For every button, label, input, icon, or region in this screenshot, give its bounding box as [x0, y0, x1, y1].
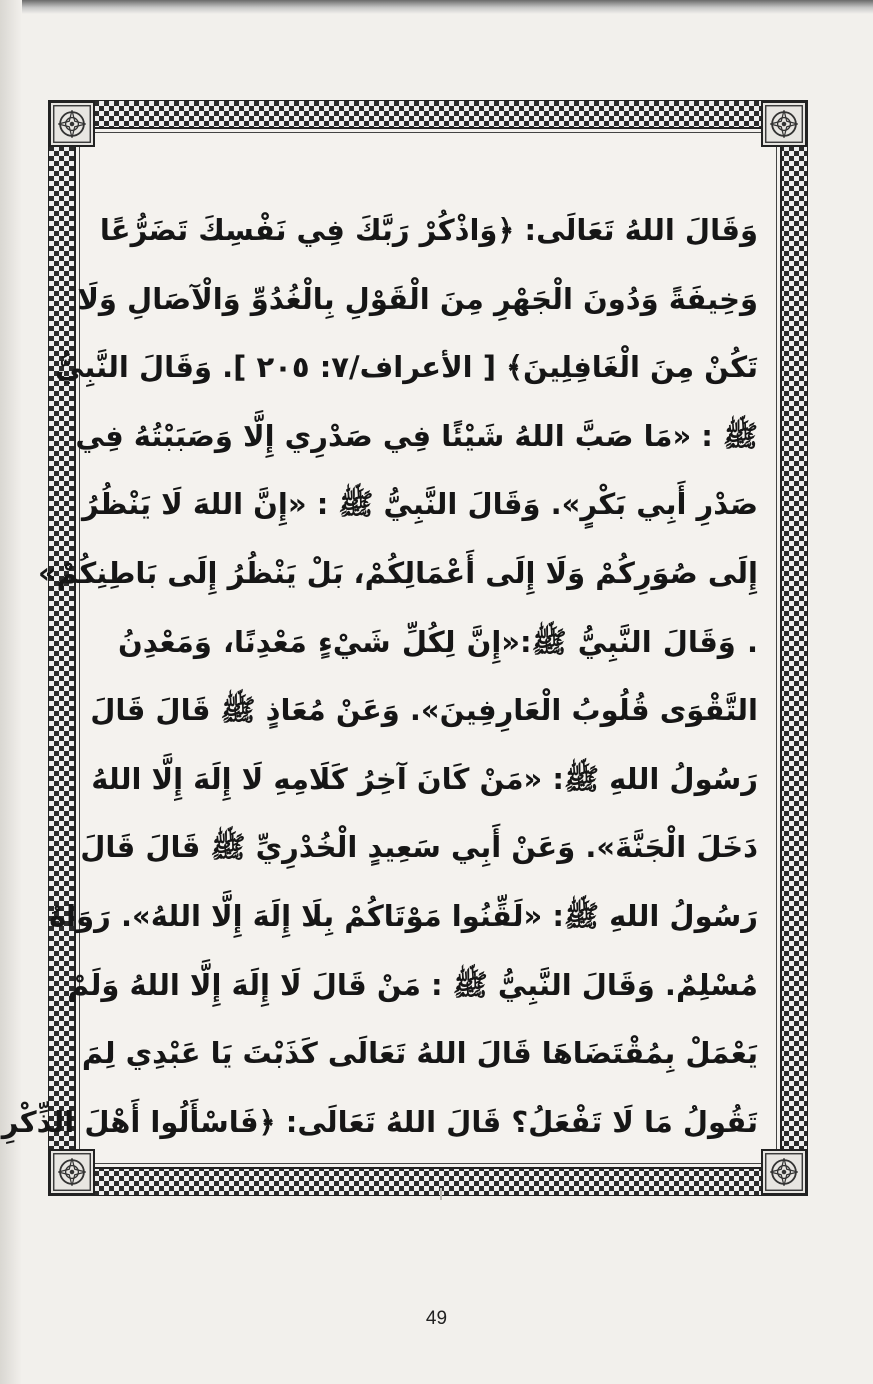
corner-ornament-icon: [761, 101, 807, 147]
text-line: وَخِيفَةً وَدُونَ الْجَهْرِ مِنَ الْقَوْلِ بِالْغُدُوِّ وَالْآصَالِ وَلَا: [77, 281, 758, 316]
page-top-edge: [0, 0, 873, 14]
text-line: رَسُولُ اللهِ ﷺ: «مَنْ كَانَ آخِرُ كَلَامِهِ لَا إِلَهَ إِلَّا اللهُ: [91, 761, 758, 796]
text-line: دَخَلَ الْجَنَّةَ». وَعَنْ أَبِي سَعِيدٍ الْخُدْرِيِّ ﷺ قَالَ قَالَ: [80, 830, 758, 865]
text-line: تَكُنْ مِنَ الْغَافِلِينَ﴾ [ الأعراف/٧: ٢٠٥ ]. وَقَالَ النَّبِيُّ: [55, 350, 758, 385]
page-gutter: [0, 0, 22, 1384]
text-line: رَسُولُ اللهِ ﷺ: «لَقِّنُوا مَوْتَاكُمْ بِلَا إِلَهَ إِلَّا اللهُ». رَوَاهُ: [49, 898, 758, 933]
text-line: يَعْمَلْ بِمُقْتَضَاهَا قَالَ اللهُ تَعَالَى كَذَبْتَ يَا عَبْدِي لِمَ: [81, 1036, 758, 1071]
page-number: 49: [425, 1308, 448, 1329]
text-line: صَدْرِ أَبِي بَكْرٍ». وَقَالَ النَّبِيُّ ﷺ : «إِنَّ اللهَ لَا يَنْظُرُ: [82, 487, 758, 522]
arabic-body-text: [1, 196, 758, 1156]
text-line: . وَقَالَ النَّبِيُّ ﷺ:«إِنَّ لِكُلِّ شَيْءٍ مَعْدِنًا، وَمَعْدِنُ: [118, 624, 758, 659]
text-line: إِلَى صُوَرِكُمْ وَلَا إِلَى أَعْمَالِكُمْ، بَلْ يَنْظُرُ إِلَى بَاطِنِكُمْ»: [37, 555, 758, 590]
corner-ornament-icon: [761, 1149, 807, 1195]
text-line: التَّقْوَى قُلُوبُ الْعَارِفِينَ». وَعَنْ مُعَاذٍ ﷺ قَالَ قَالَ: [90, 693, 758, 728]
text-line: ﷺ : «مَا صَبَّ اللهُ شَيْئًا فِي صَدْرِي إِلَّا وَصَبَبْتُهُ فِي: [75, 418, 758, 453]
text-line: مُسْلِمٌ. وَقَالَ النَّبِيُّ ﷺ : مَنْ قَالَ لَا إِلَهَ إِلَّا اللهُ وَلَمْ: [67, 967, 758, 1002]
crop-mark: [440, 1188, 442, 1200]
corner-ornament-icon: [49, 101, 95, 147]
text-line: تَقُولُ مَا لَا تَفْعَلُ؟ قَالَ اللهُ تَعَالَى: ﴿فَاسْأَلُوا أَهْلَ الذِّكْرِ: [1, 1104, 758, 1139]
text-line: وَقَالَ اللهُ تَعَالَى: ﴿وَاذْكُرْ رَبَّكَ فِي نَفْسِكَ تَضَرُّعًا: [99, 213, 758, 247]
